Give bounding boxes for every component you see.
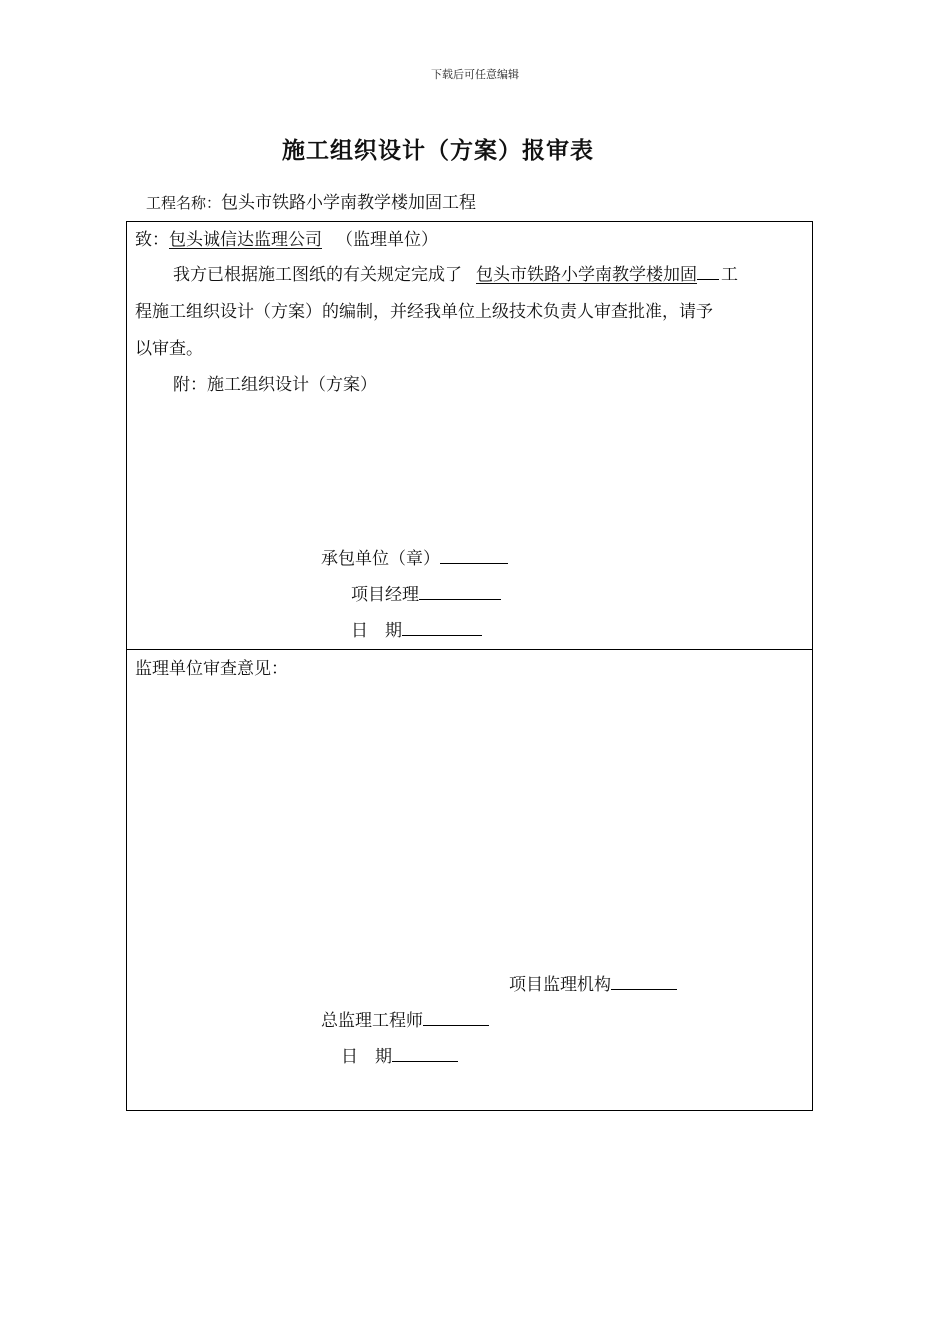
- paragraph-line-3: 以审查。: [135, 339, 203, 359]
- paragraph-line-2: 程施工组织设计（方案）的编制，并经我单位上级技术负责人审查批准，请予: [135, 302, 713, 322]
- paragraph-suffix: 工: [721, 265, 738, 285]
- recipient-type: （监理单位）: [336, 230, 438, 250]
- contractor-signature-line: [321, 544, 508, 569]
- project-name-label: 工程名称：: [146, 194, 222, 212]
- project-name-value: 包头市铁路小学南教学楼加固工程: [221, 193, 477, 213]
- project-name-line: [146, 188, 476, 213]
- manager-label: 项目经理: [351, 585, 419, 605]
- recipient-line: [135, 225, 438, 250]
- attachment-line: 附：施工组织设计（方案）: [173, 375, 377, 395]
- contractor-label: 承包单位（章）: [321, 549, 440, 569]
- chief-engineer-label: 总监理工程师: [321, 1011, 423, 1031]
- submission-date-line: [351, 616, 482, 641]
- review-form: [126, 221, 813, 1111]
- submission-date-label: 日 期: [351, 621, 402, 641]
- review-org-line: [509, 970, 677, 995]
- review-org-blank[interactable]: [611, 973, 677, 990]
- review-date-line: [341, 1042, 458, 1067]
- review-date-blank[interactable]: [392, 1045, 458, 1062]
- review-opinion-label: 监理单位审查意见：: [135, 659, 288, 679]
- to-label: 致：: [135, 230, 169, 250]
- paragraph-prefix: 我方已根据施工图纸的有关规定完成了: [173, 265, 462, 285]
- recipient-name: 包头诚信达监理公司: [169, 230, 322, 250]
- manager-signature-line: [351, 580, 501, 605]
- section-divider: [127, 649, 812, 650]
- project-fill: 包头市铁路小学南教学楼加固: [476, 265, 697, 285]
- header-note: 下载后可任意编辑: [431, 68, 519, 81]
- review-date-label: 日 期: [341, 1047, 392, 1067]
- chief-engineer-blank[interactable]: [423, 1009, 489, 1026]
- chief-engineer-line: [321, 1006, 489, 1031]
- contractor-blank[interactable]: [440, 547, 508, 564]
- project-fill-blank: [697, 263, 719, 280]
- page-title: 施工组织设计（方案）报审表: [282, 137, 594, 164]
- review-org-label: 项目监理机构: [509, 975, 611, 995]
- paragraph-line-1: [173, 260, 738, 285]
- submission-date-blank[interactable]: [402, 619, 482, 636]
- manager-blank[interactable]: [419, 583, 501, 600]
